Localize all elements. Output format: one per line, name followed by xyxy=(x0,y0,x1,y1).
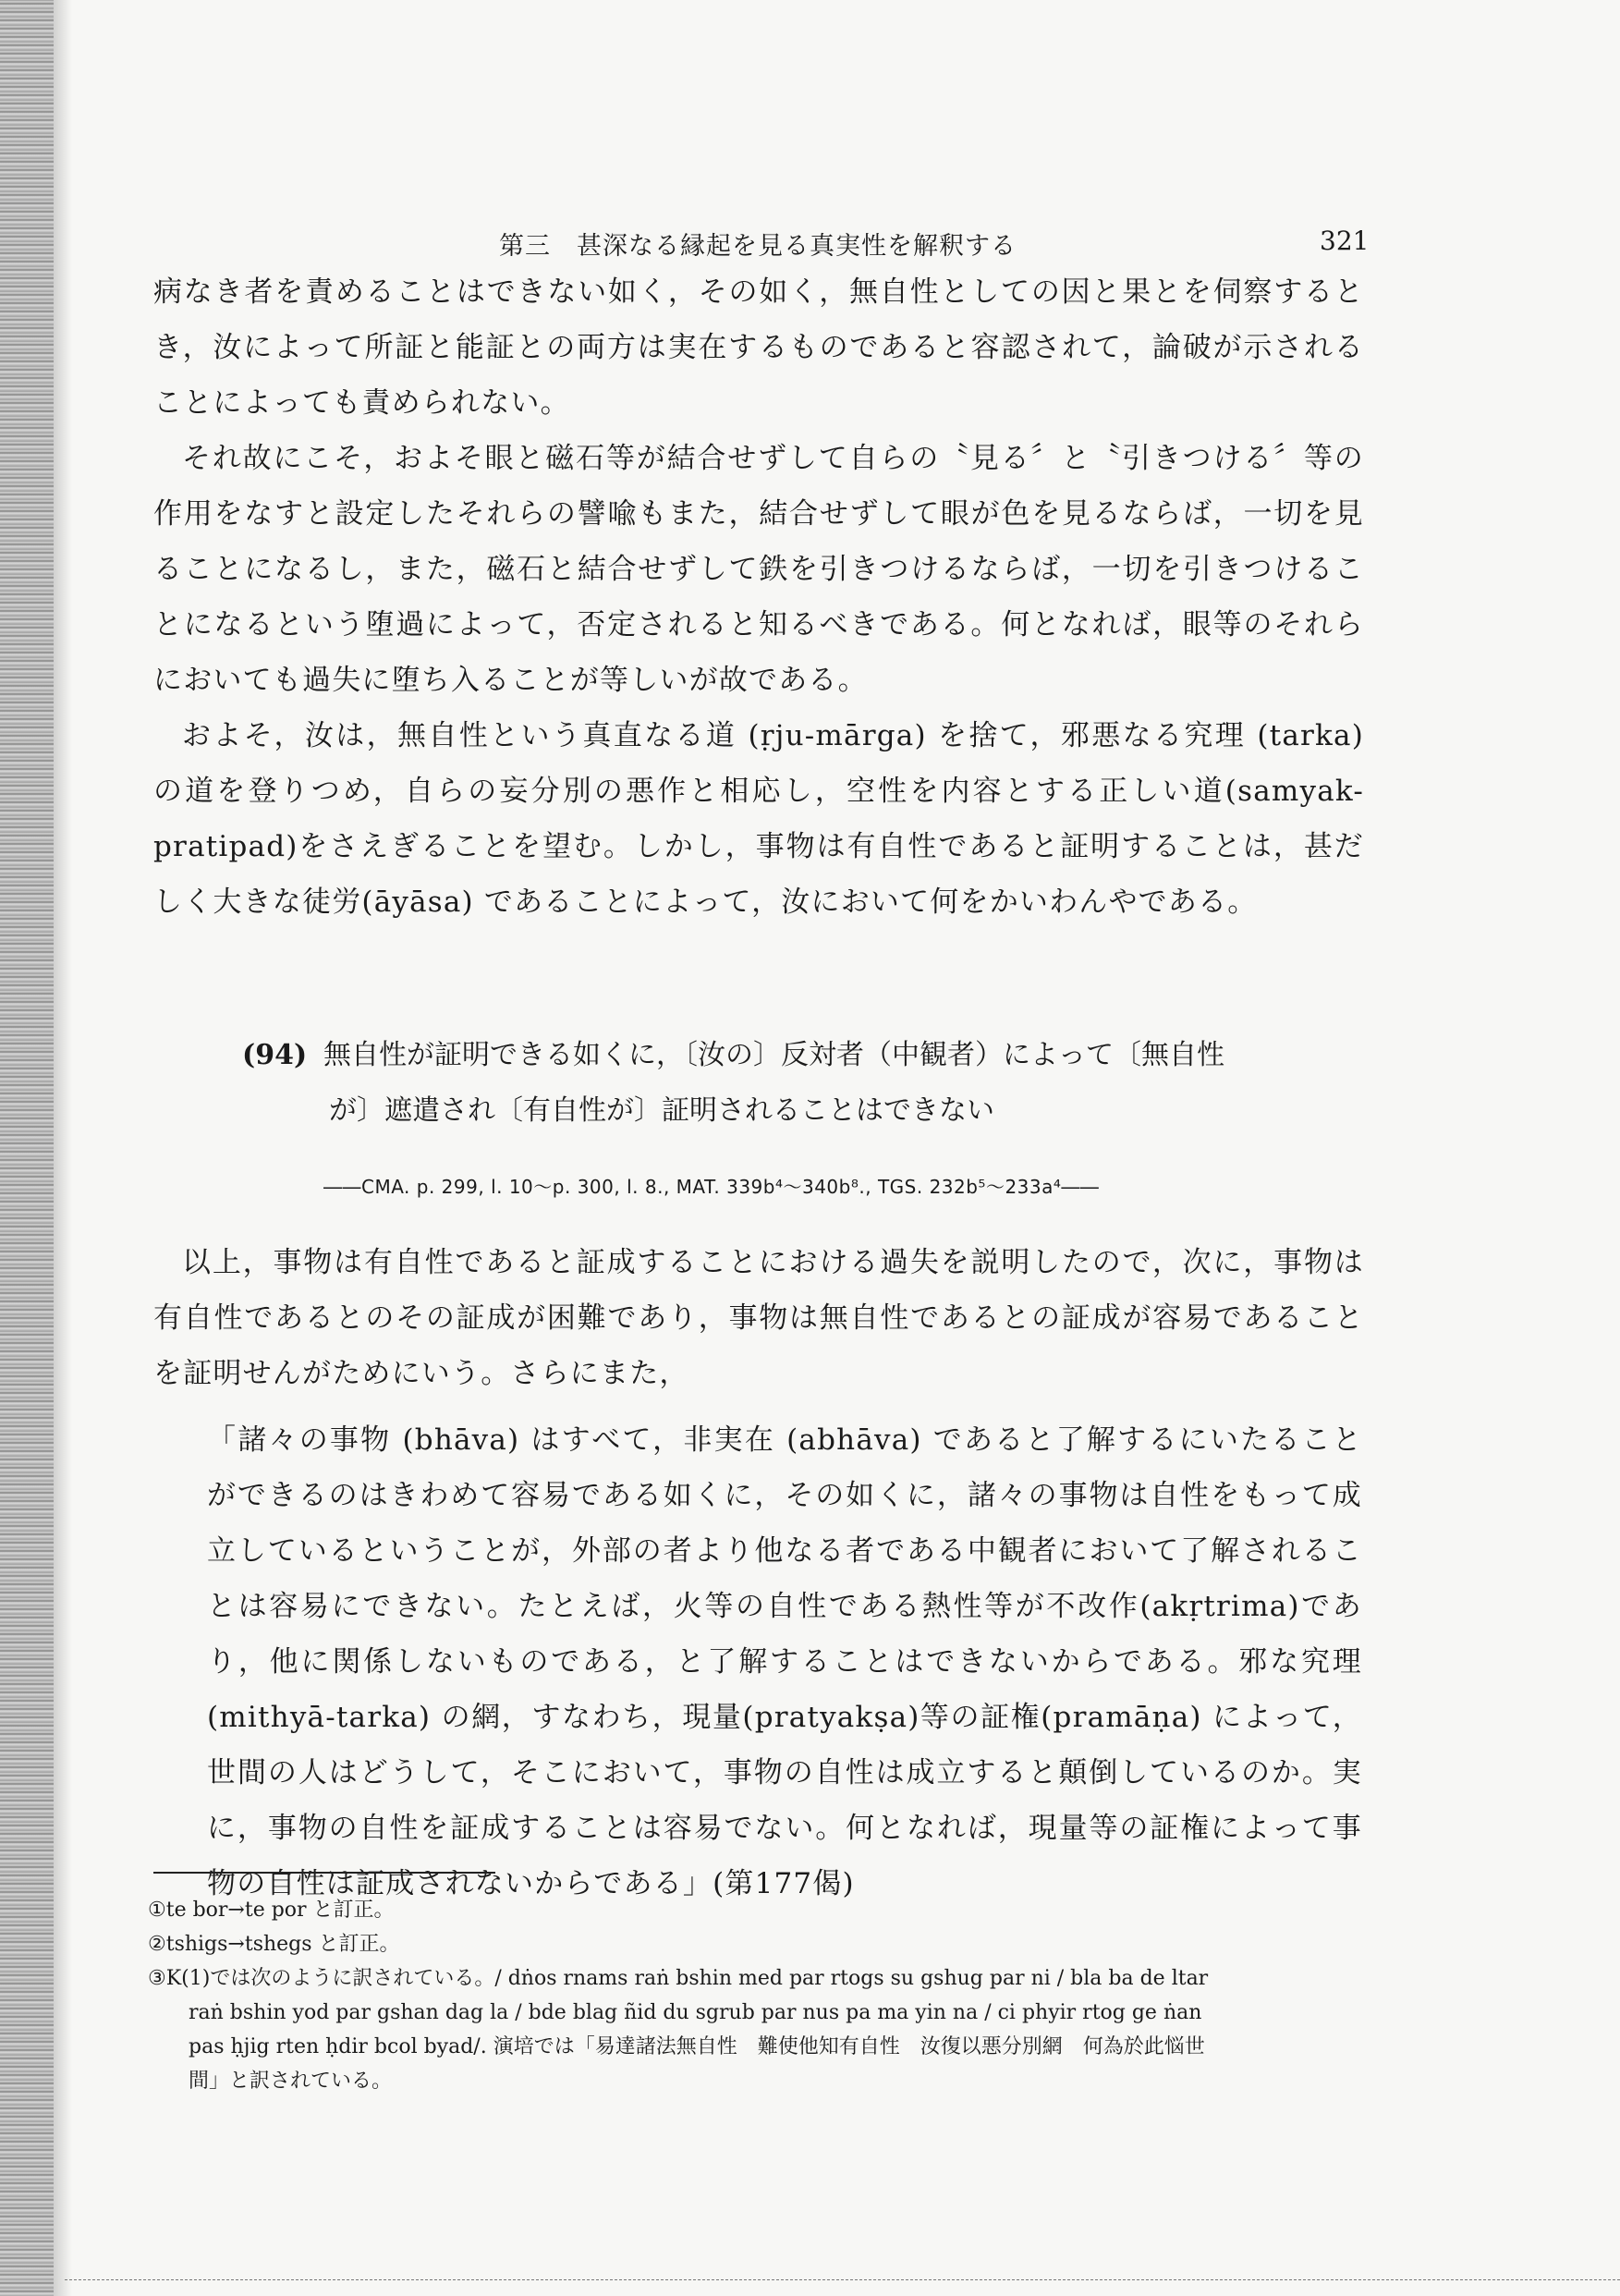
intro-paragraph: 以上，事物は有自性であると証成することにおける過失を説明したので，次に，事物は有自性であるとのその証成が困難であり，事物は無自性であるとの証成が容易であることを証明せんがためにいう。さらにまた， xyxy=(153,1246,1364,1390)
section-heading-94 xyxy=(242,1028,1314,1139)
section-title-line-2: が〕遮遣され〔有自性が〕証明されることはできない xyxy=(329,1094,994,1127)
intro-text-block xyxy=(153,1235,1364,1401)
footnote-1: ①te bor→te por と訂正。 xyxy=(148,1899,395,1922)
footnote-3: ③K(1)では次のように訳されている。/ dṅos rnams raṅ bshin med par rtogs su gshug par ni / bla ba de ltar xyxy=(148,1967,1209,1990)
section-title-line-1 xyxy=(242,1028,1314,1083)
paragraph-3: およそ，汝は，無自性という真直なる道 (ṛju-mārga) を捨て，邪悪なる究理 (tarka) の道を登りつめ，自らの妄分別の悪作と相応し，空性を内容とする正しい道(samyak-pratipad)をさえぎることを望む。しかし，事物は有自性であると証明することは，甚だしく大きな徒労(āyāsa) であることによって，汝において何をかいわんやである。 xyxy=(153,719,1364,919)
section-title-text-1: 無自性が証明できる如くに，〔汝の〕反対者（中観者）によって〔無自性 xyxy=(323,1039,1224,1071)
main-text-block xyxy=(153,264,1364,930)
footnote-3-cont-1: raṅ bshin yod par gshan dag la / bde blag ñid du sgrub par nus pa ma yin na / ci phyir rtog ge ṅan xyxy=(189,2001,1202,2024)
running-title: 第三 甚深なる縁起を見る真実性を解釈する xyxy=(499,232,1017,261)
scan-bottom-edge xyxy=(65,2279,1620,2280)
footnote-3-cont-2: pas ḥjig rten ḥdir bcol byad/. 演培では「易達諸法無自性 難使他知有自性 汝復以悪分別網 何為於此悩世 xyxy=(189,2035,1205,2058)
footnote-divider xyxy=(153,1872,495,1874)
paragraph-1: 病なき者を責めることはできない如く，その如く，無自性としての因と果とを伺察するとき，汝によって所証と能証との両方は実在するものであると容認されて，論破が示されることによっても責められない。 xyxy=(153,275,1364,420)
paragraph-2: それ故にこそ，およそ眼と磁石等が結合せずして自らの〝見る〞と〝引きつける〞等の作用をなすと設定したそれらの譬喩もまた，結合せずして眼が色を見るならば，一切を見ることになるし，また，磁石と結合せずして鉄を引きつけるならば，一切を引きつけることになるという堕過によって，否定されると知るべきである。何となれば，眼等のそれらにおいても過失に堕ち入ることが等しいが故である。 xyxy=(153,442,1364,697)
source-citation: ――CMA. p. 299, l. 10〜p. 300, l. 8., MAT. 339b⁴〜340b⁸., TGS. 232b⁵〜233a⁴―― xyxy=(323,1176,1100,1198)
footnote-3-cont-3: 間」と訳されている。 xyxy=(189,2070,393,2093)
page-number: 321 xyxy=(1320,226,1370,256)
footnote-2: ②tshigs→tshegs と訂正。 xyxy=(148,1933,400,1956)
footnotes xyxy=(148,1893,1368,2098)
section-number: (94) xyxy=(242,1039,308,1071)
verse-quotation: 「諸々の事物 (bhāva) はすべて，非実在 (abhāva) であると了解するにいたることができるのはきわめて容易である如くに，その如くに，諸々の事物は自性をもって成立しているということが，外部の者より他なる者である中観者において了解されることは容易にできない。たとえば，火等の自性である熱性等が不改作(akṛtrima)であり，他に関係しないものである，と了解することはできないからである。邪な究理 (mithyā-tarka) の網，すなわち，現量(pratyakṣa)等の証権(pramāṇa) によって，世間の人はどうして，そこにおいて，事物の自性は成立すると顛倒しているのか。実に，事物の自性を証成することは容易でない。何となれば，現量等の証権によって事物の自性は証成されないからである」(第177偈) xyxy=(207,1423,1362,1900)
